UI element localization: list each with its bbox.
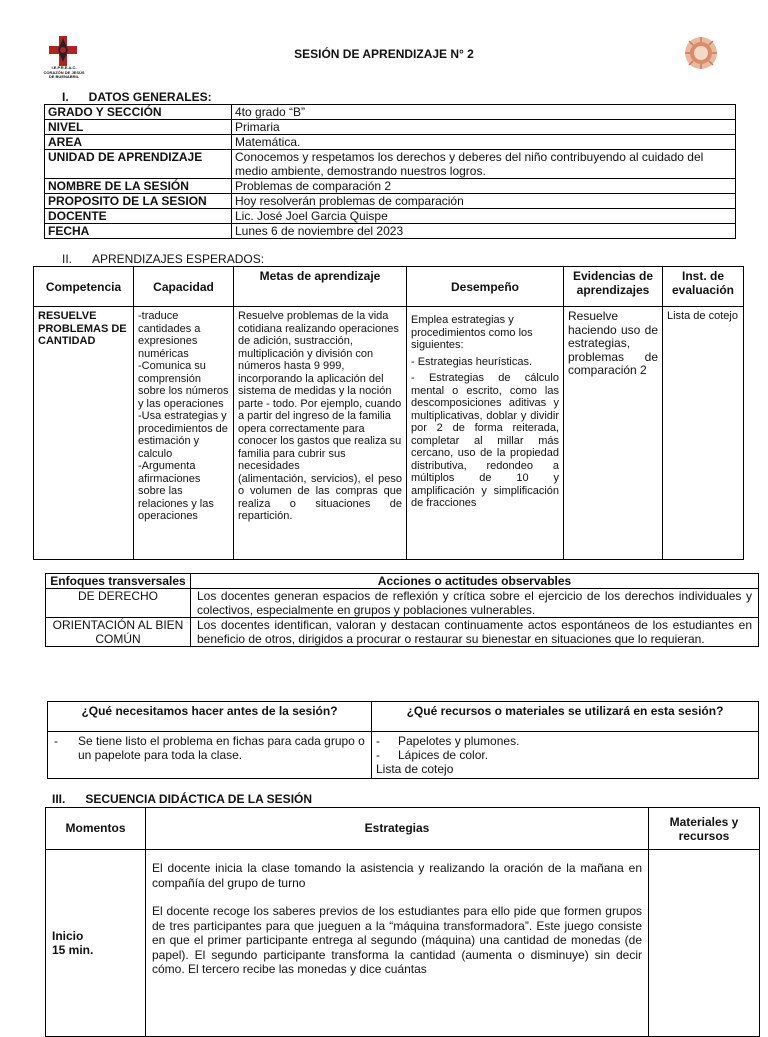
row-value: Matemática. xyxy=(232,135,736,150)
metas-cell xyxy=(234,307,407,560)
antes-item: Se tiene listo el problema en fichas para cada grupo o un papelote para toda la clase. xyxy=(78,734,365,762)
momento-duration: 15 min. xyxy=(52,943,94,957)
capacidad-cell xyxy=(134,307,234,560)
row-key: FECHA xyxy=(45,224,232,239)
table-row xyxy=(45,105,736,120)
table-header-row xyxy=(46,574,759,589)
recurso-extra: Lista de cotejo xyxy=(376,762,454,776)
table-row xyxy=(45,209,736,224)
row-value: Problemas de comparación 2 xyxy=(232,179,736,194)
instrumento-cell: Lista de cotejo xyxy=(663,307,744,560)
row-key: NOMBRE DE LA SESIÓN xyxy=(45,179,232,194)
capacidad-item: -traduce cantidades a expresiones numéricas xyxy=(138,310,201,360)
header-desempeno: Desempeño xyxy=(407,267,564,307)
table-header-row xyxy=(46,808,760,850)
table-row xyxy=(45,150,736,179)
desempeno-paragraph: - Estrategias de cálculo mental o escrito, como las descomposiciones aditivas y multiplicativas, doblar y dividir por 2 de forma reiterada, completar al millar más cercano, uso de la propiedad distributiva, redondeo a múltiplos de 10 y amplificación y simplificación de fracciones xyxy=(411,372,559,509)
desempeno-paragraph: Emplea estrategias y procedimientos como los siguientes: xyxy=(411,314,533,351)
header-competencia: Competencia xyxy=(34,267,134,307)
dash-bullet: - xyxy=(54,734,58,748)
row-key: DOCENTE xyxy=(45,209,232,224)
header-acciones: Acciones o actitudes observables xyxy=(191,574,759,589)
estrategia-paragraph: El docente recoge los saberes previos de los estudiantes para ello pide que formen grupos de tres participantes para que jueguen a la “máquina transformadora”. Este juego consiste en que el primer participante entrega al segundo (máquina) una cantidad de monedas (de papel). El segundo participante transforma la cantidad (aumenta o disminuye) sin decir cómo. El tercero recibe las monedas y dice cuántas xyxy=(152,904,642,976)
antes-cell xyxy=(48,732,372,779)
table-row xyxy=(46,618,759,647)
table-row xyxy=(34,307,744,560)
estrategia-paragraph: El docente inicia la clase tomando la asistencia y realizando la oración de la mañana en compañía del grupo de turno xyxy=(152,861,642,890)
capacidad-item: -Argumenta afirmaciones sobre las relaciones y las operaciones xyxy=(138,460,214,522)
row-key: NIVEL xyxy=(45,120,232,135)
table-header-row xyxy=(34,267,744,307)
header-estrategias: Estrategias xyxy=(146,808,649,850)
enfoque-name: DE DERECHO xyxy=(46,589,191,618)
table-row xyxy=(46,850,760,1037)
header-instrumento: Inst. de evaluación xyxy=(663,267,744,307)
capacidad-item: -Comunica su comprensión sobre los números y las operaciones xyxy=(138,360,229,410)
desempeno-paragraph: - Estrategias heurísticas. xyxy=(411,355,533,368)
row-key: UNIDAD DE APRENDIZAJE xyxy=(45,150,232,179)
header-momentos: Momentos xyxy=(46,808,146,850)
school-logo-caption: I.E.P.R.E.A.C. CORAZÓN DE JESÚS DE BUENABRIL xyxy=(43,65,85,79)
header-recursos: ¿Qué recursos o materiales se utilizará en esta sesión? xyxy=(372,702,759,732)
enfoque-name: ORIENTACIÓN AL BIEN COMÚN xyxy=(46,618,191,647)
header-materiales: Materiales y recursos xyxy=(649,808,760,850)
estrategias-cell xyxy=(146,850,649,1037)
dash-bullet: - xyxy=(376,748,380,762)
row-value: Conocemos y respetamos los derechos y deberes del niño contribuyendo al cuidado del medio ambiente, demostrando nuestros logros. xyxy=(232,150,736,179)
desempeno-cell xyxy=(407,307,564,560)
table-row xyxy=(48,732,759,779)
meta-paragraph: (alimentación, servicios), el peso o volumen de las compras que realiza o situaciones de repartición. xyxy=(238,472,402,522)
datos-generales-table xyxy=(44,104,736,239)
materiales-cell xyxy=(649,850,760,1037)
capacidad-item: -Usa estrategias y procedimientos de estimación y calculo xyxy=(138,410,228,460)
table-row xyxy=(45,135,736,150)
meta-paragraph: Resuelve problemas de la vida cotidiana realizando operaciones de adición, sustracción, xyxy=(238,310,399,347)
row-value: Lunes 6 de noviembre del 2023 xyxy=(232,224,736,239)
enfoque-text: Los docentes identifican, valoran y destacan continuamente actos espontáneos de los estudiantes en beneficio de otros, dirigidos a procurar o restaurar su bienestar en situaciones que lo requieran. xyxy=(191,618,759,647)
aprendizajes-table xyxy=(33,266,744,560)
section-heading-aprendizajes: II. APRENDIZAJES ESPERADOS: xyxy=(62,252,265,266)
header-metas: Metas de aprendizaje xyxy=(234,267,407,307)
meta-paragraph: multiplicación y división con números hasta 9 999, incorporando la aplicación del sistema de medidas y la noción parte - todo. Por ejemplo, cuando a partir del ingreso de la familia opera correctamente para conocer los gastos que realiza su familia para cubrir sus necesidades xyxy=(238,347,402,472)
section-heading-datos-generales: I. DATOS GENERALES: xyxy=(62,90,212,104)
preparacion-table xyxy=(47,701,759,779)
evidencias-cell: Resuelve haciendo uso de estrategias, problemas de comparación 2 xyxy=(564,307,663,560)
section-heading-secuencia: III. SECUENCIA DIDÁCTICA DE LA SESIÓN xyxy=(52,792,313,806)
momento-cell xyxy=(46,850,146,1037)
row-value: Primaria xyxy=(232,120,736,135)
table-row xyxy=(45,224,736,239)
competencia-cell: RESUELVE PROBLEMAS DE CANTIDAD xyxy=(34,307,134,560)
table-header-row xyxy=(48,702,759,732)
table-row xyxy=(45,179,736,194)
page-title: SESIÓN DE APRENDIZAJE N° 2 xyxy=(294,47,474,61)
header-antes: ¿Qué necesitamos hacer antes de la sesión? xyxy=(48,702,372,732)
header-enfoques: Enfoques transversales xyxy=(46,574,191,589)
recurso-item: Papelotes y plumones. xyxy=(398,734,520,748)
header-capacidad: Capacidad xyxy=(134,267,234,307)
momento-name: Inicio xyxy=(52,928,84,943)
secuencia-table xyxy=(45,807,760,1037)
table-row xyxy=(45,120,736,135)
row-key: AREA xyxy=(45,135,232,150)
header-evidencias: Evidencias de aprendizajes xyxy=(564,267,663,307)
row-key: PROPOSITO DE LA SESION xyxy=(45,194,232,209)
table-row xyxy=(45,194,736,209)
enfoques-table xyxy=(45,573,759,647)
row-value: Hoy resolverán problemas de comparación xyxy=(232,194,736,209)
enfoque-text: Los docentes generan espacios de reflexión y crítica sobre el ejercicio de los derechos individuales y colectivos, especialmente en grupos y poblaciones vulnerables. xyxy=(191,589,759,618)
row-key: GRADO Y SECCIÓN xyxy=(45,105,232,120)
table-row xyxy=(46,589,759,618)
row-value: 4to grado “B” xyxy=(232,105,736,120)
recurso-item: Lápices de color. xyxy=(398,748,489,762)
dash-bullet: - xyxy=(376,734,380,748)
row-value: Lic. José Joel Garcia Quispe xyxy=(232,209,736,224)
recursos-cell xyxy=(372,732,759,779)
